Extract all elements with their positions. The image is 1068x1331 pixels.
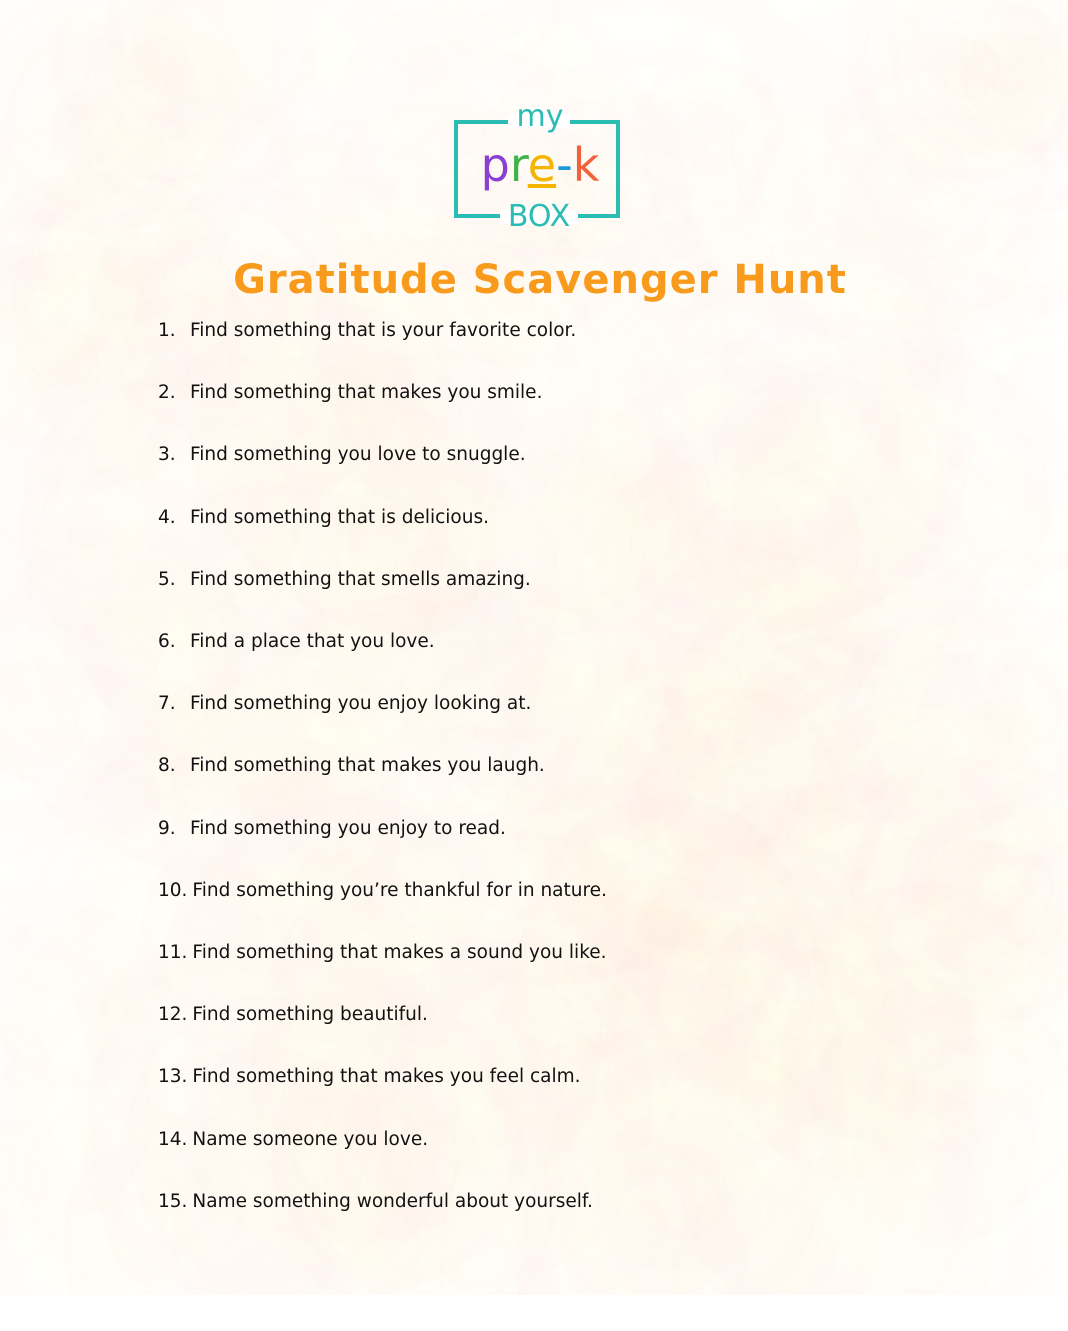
- item-number: 9.: [158, 817, 176, 839]
- item-text: Find something that is your favorite color.: [190, 320, 577, 341]
- item-text: Find something that is delicious.: [190, 506, 489, 528]
- bottom-margin: [0, 1295, 1068, 1331]
- heart-shape: [889, 678, 930, 718]
- item-number: 5.: [158, 568, 176, 590]
- heart-shape: [0, 1178, 16, 1209]
- list-item: [158, 1127, 428, 1153]
- heart-shape: [0, 709, 34, 745]
- heart-shape: [732, 353, 765, 385]
- heart-shape: [811, 94, 905, 187]
- heart-shape: [25, 162, 55, 192]
- item-number: 4.: [158, 506, 176, 528]
- item-text: Find something that makes a sound you like.: [192, 942, 607, 963]
- list-item: [158, 1002, 428, 1028]
- item-text: Find something you’re thankful for in nature.: [192, 879, 607, 901]
- heart-shape: [957, 304, 984, 331]
- heart-shape: [285, 835, 334, 884]
- list-item: [158, 753, 545, 779]
- item-text: Name someone you love.: [192, 1128, 429, 1150]
- heart-shape: [735, 171, 801, 236]
- item-number: 2.: [158, 382, 176, 404]
- heart-shape: [818, 1074, 851, 1106]
- heart-shape: [61, 100, 117, 156]
- heart-shape: [652, 165, 701, 213]
- heart-shape: [18, 947, 139, 1067]
- heart-shape: [923, 703, 970, 750]
- heart-shape: [145, 50, 186, 91]
- heart-shape: [659, 723, 685, 749]
- list-item: [158, 1064, 581, 1090]
- heart-shape: [839, 859, 897, 916]
- item-number: 8.: [158, 755, 176, 777]
- item-number: 14.: [158, 1128, 188, 1150]
- heart-shape: [639, 1099, 710, 1169]
- my-pre-k-box-logo: [448, 99, 630, 234]
- list-item: [158, 505, 489, 531]
- item-number: 12.: [158, 1004, 188, 1026]
- item-text: Name something wonderful about yourself.: [192, 1190, 593, 1212]
- heart-shape: [934, 218, 975, 259]
- heart-shape: [1046, 686, 1068, 721]
- list-item: [158, 878, 607, 904]
- heart-shape: [689, 118, 721, 150]
- item-number: 6.: [158, 631, 176, 652]
- item-text: Find something beautiful.: [192, 1004, 428, 1026]
- heart-shape: [67, 513, 97, 543]
- heart-shape: [90, 1166, 143, 1219]
- heart-shape: [0, 25, 38, 89]
- page-title: Gratitude Scavenger Hunt: [233, 257, 847, 303]
- heart-shape: [915, 560, 945, 589]
- item-text: Find something you enjoy looking at.: [190, 693, 532, 715]
- heart-shape: [96, 628, 145, 676]
- heart-shape: [762, 1055, 812, 1104]
- heart-shape: [815, 551, 933, 668]
- logo-my-text: my: [516, 99, 564, 134]
- logo-box-text: BOX: [507, 199, 571, 234]
- heart-shape: [694, 1028, 741, 1074]
- item-number: 13.: [158, 1066, 188, 1088]
- heart-shape: [395, 1, 455, 61]
- heart-shape: [483, 0, 513, 18]
- list-item: [158, 318, 576, 344]
- heart-shape: [0, 1052, 35, 1119]
- item-text: Find something you enjoy to read.: [190, 817, 506, 839]
- item-number: 7.: [158, 693, 176, 715]
- heart-shape: [253, 778, 292, 817]
- heart-shape: [671, 540, 702, 570]
- list-item: [158, 816, 506, 842]
- item-number: 3.: [158, 444, 176, 466]
- heart-shape: [567, 509, 601, 543]
- heart-shape: [806, 860, 839, 892]
- item-text: Find something that smells amazing.: [190, 568, 531, 590]
- item-text: Find something that makes you feel calm.: [192, 1066, 581, 1088]
- heart-shape: [981, 718, 1023, 759]
- item-number: 15.: [158, 1190, 188, 1212]
- heart-shape: [132, 140, 157, 165]
- item-text: Find a place that you love.: [190, 631, 435, 652]
- list-item: [158, 380, 542, 406]
- list-item: [158, 1189, 593, 1215]
- heart-shape: [1016, 376, 1068, 428]
- heart-shape: [598, 1201, 710, 1295]
- heart-shape: [718, 522, 772, 575]
- heart-shape: [988, 501, 1018, 531]
- list-item: [158, 442, 526, 468]
- item-text: Find something you love to snuggle.: [190, 444, 526, 466]
- item-text: Find something that makes you smile.: [190, 382, 543, 404]
- heart-shape: [833, 201, 881, 249]
- item-number: 10.: [158, 879, 188, 901]
- heart-shape: [844, 1211, 911, 1277]
- list-item: [158, 567, 531, 593]
- heart-shape: [777, 992, 832, 1046]
- item-number: 1.: [158, 320, 176, 341]
- list-item: [158, 629, 435, 655]
- item-number: 11.: [158, 942, 188, 963]
- heart-shape: [917, 819, 951, 852]
- heart-shape: [522, 790, 578, 845]
- item-text: Find something that makes you laugh.: [190, 755, 545, 777]
- heart-shape: [915, 334, 952, 370]
- heart-shape: [109, 787, 136, 813]
- list-item: [158, 691, 531, 717]
- logo-prek-text: pre-k: [480, 138, 600, 192]
- list-item: [158, 940, 607, 966]
- heart-shape: [1042, 79, 1068, 119]
- heart-shape: [709, 1232, 798, 1295]
- heart-shape: [161, 83, 204, 125]
